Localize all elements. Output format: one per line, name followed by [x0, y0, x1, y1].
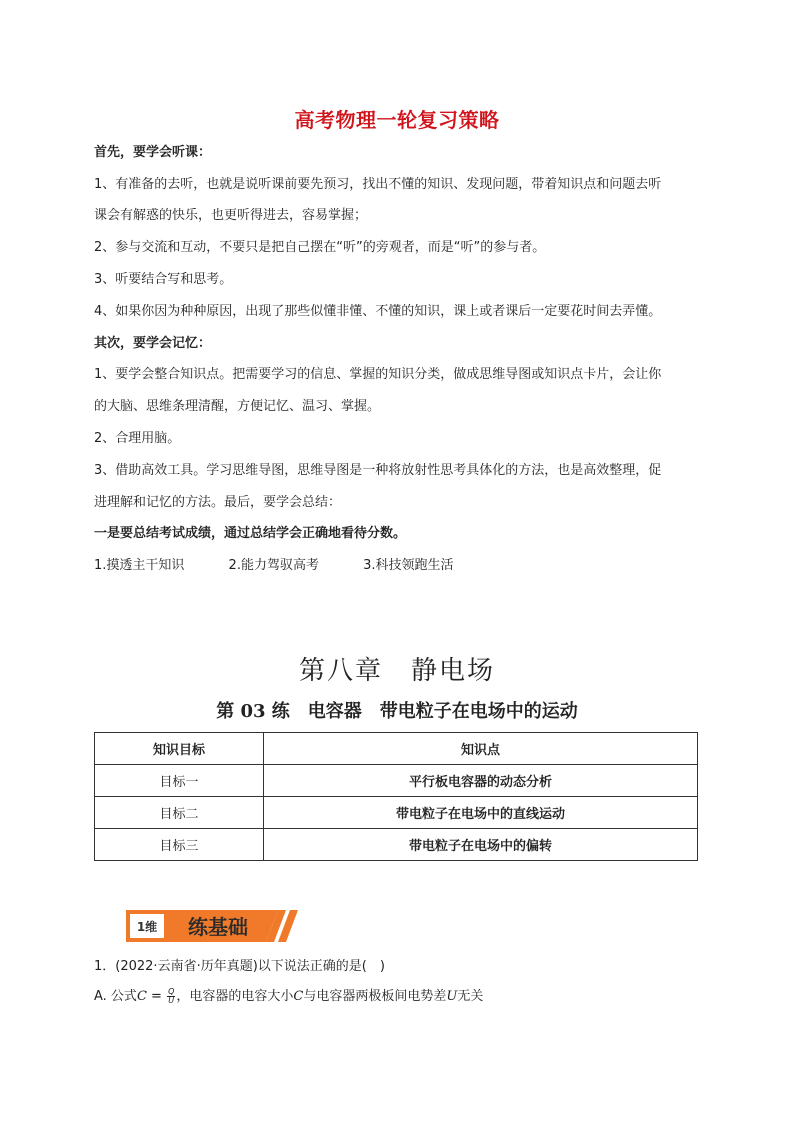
paragraph-line: 进理解和记忆的方法。最后，要学会总结：	[94, 495, 342, 510]
table-header-row	[95, 733, 698, 765]
question-stem	[94, 958, 385, 976]
table-cell: 平行板电容器的动态分析	[264, 765, 698, 797]
variable-c: C	[293, 989, 304, 1004]
question-text: (2022·云南省·历年真题)以下说法正确的是( )	[115, 959, 385, 974]
table-cell: 目标一	[95, 765, 264, 797]
paragraph-line: 3、听要结合写和思考。	[94, 272, 233, 287]
table-row	[95, 797, 698, 829]
banner-title: 练基础	[188, 915, 248, 939]
table-row	[95, 829, 698, 861]
banner-graphic	[126, 906, 306, 946]
paragraph-line: 课会有解惑的快乐，也更听得进去，容易掌握；	[94, 208, 368, 223]
option-text: ，电容器的电容大小	[176, 989, 294, 1004]
paragraph-line: 2、合理用脑。	[94, 431, 181, 446]
document-title: 高考物理一轮复习策略	[294, 108, 500, 132]
table-row	[95, 765, 698, 797]
table-cell: 目标二	[95, 797, 264, 829]
paragraph-line: 1、有准备的去听，也就是说听课前要先预习，找出不懂的知识、发现问题，带着知识点和问题去听	[94, 177, 662, 192]
goal-item: 2.能力驾驭高考	[228, 558, 319, 573]
table-cell: 带电粒子在电场中的偏转	[264, 829, 698, 861]
option-prefix: A. 公式	[94, 989, 137, 1004]
knowledge-objectives-table	[94, 732, 698, 861]
formula-fraction	[167, 988, 175, 1005]
table-cell: 带电粒子在电场中的直线运动	[264, 797, 698, 829]
option-a: A. 公式C = $\frac{Q}{U}$ ，电容器的电容大小C与电容器两极板间电势差U无关	[94, 987, 484, 1005]
chapter-title: 第八章 静电场	[298, 656, 495, 686]
table-cell: 目标三	[95, 829, 264, 861]
question-number: 1．	[94, 959, 116, 974]
section-heading-listening: 首先，要学会听课：	[94, 145, 212, 160]
lesson-title: 第 03 练 电容器 带电粒子在电场中的运动	[216, 701, 578, 722]
paragraph-line: 1、要学会整合知识点。把需要学习的信息、掌握的知识分类，做成思维导图或知识点卡片，会让你	[94, 367, 662, 382]
table-header: 知识点	[264, 733, 698, 765]
fraction-numerator: Q	[168, 987, 175, 996]
table-header: 知识目标	[95, 733, 264, 765]
goal-item: 3.科技领跑生活	[363, 558, 454, 573]
variable-u: U	[446, 989, 458, 1004]
option-text: 与电容器两极板间电势差	[303, 989, 447, 1004]
option-text: 无关	[457, 989, 484, 1004]
formula-lhs: C	[136, 989, 147, 1004]
paragraph-line: 3、借助高效工具。学习思维导图，思维导图是一种将放射性思考具体化的方法，也是高效整理，促	[94, 463, 662, 478]
summary-statement: 一是要总结考试成绩，通过总结学会正确地看待分数。	[94, 526, 407, 541]
section-heading-memory: 其次，要学会记忆：	[94, 336, 212, 351]
paragraph-line: 4、如果你因为种种原因，出现了那些似懂非懂、不懂的知识，课上或者课后一定要花时间去弄懂。	[94, 304, 662, 319]
section-banner	[126, 906, 306, 946]
banner-tag: 1维	[136, 920, 158, 934]
paragraph-line: 的大脑、思维条理清醒，方便记忆、温习、掌握。	[94, 399, 381, 414]
fraction-denominator: U	[168, 996, 175, 1005]
goals-list	[94, 557, 714, 574]
paragraph-line: 2、参与交流和互动，不要只是把自己摆在“听”的旁观者，而是“听”的参与者。	[94, 240, 546, 255]
goal-item: 1.摸透主干知识	[94, 558, 185, 573]
